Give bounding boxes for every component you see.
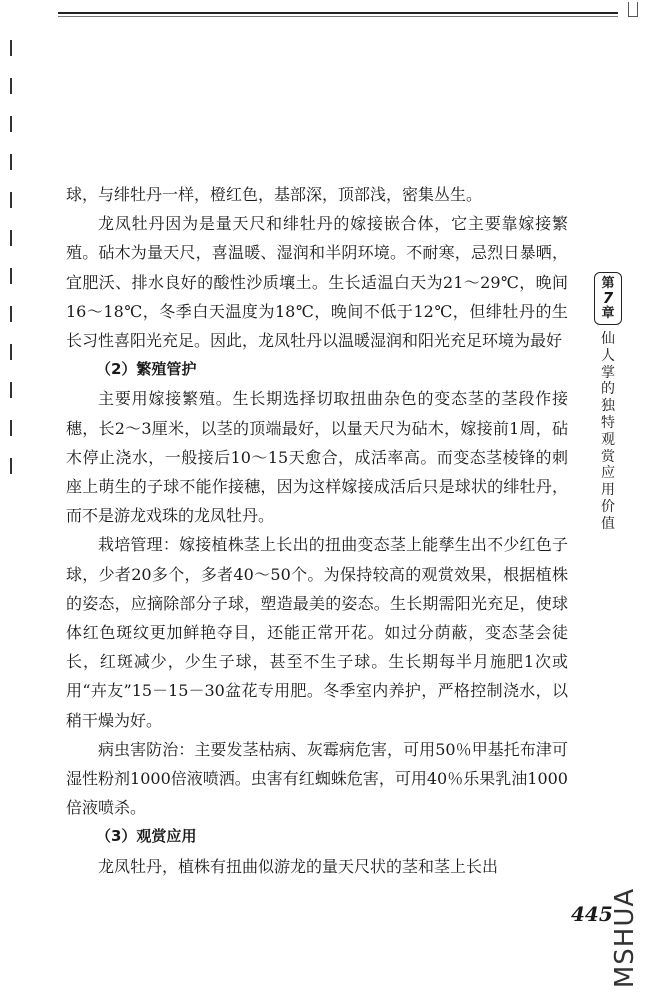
top-rule-thin [58,16,618,17]
binding-edge-marks [10,40,12,496]
body-text [66,180,568,881]
top-rule [58,12,618,14]
watermark [608,880,642,996]
chapter-suffix: 章 [601,306,615,321]
section-heading-propagation: （2）繁殖管护 [96,360,197,379]
paragraph-cultivation: 栽培管理：嫁接植株茎上长出的扭曲变态茎上能孳生出不少红色子球，少者20多个，多者40～50个。为保持较高的观赏效果，根据植株的姿态，应摘除部分子球，塑造最美的姿态。生长期需阳光充足，使球体红色斑纹更加鲜艳夺目，还能正常开花。如过分荫蔽，变态茎会徒长，红斑减少，少生子球，甚至不生子球。生长期每半月施肥1次或用“卉友”15－15－30盆花专用肥。冬季室内养护，严格控制浇水，以稍干燥为好。 [66,535,568,730]
paragraph-continuation: 球，与绯牡丹一样，橙红色，基部深，顶部浅，密集丛生。 [66,185,483,204]
chapter-title: 仙人掌的独特观赏应用价值 [601,331,615,532]
section-heading-ornamental-use: （3）观赏应用 [96,827,197,846]
paragraph-ornamental: 龙凤牡丹，植株有扭曲似游龙的量天尺状的茎和茎上长出 [98,856,499,876]
page-number: 445 [571,902,613,926]
paragraph-environment: 龙凤牡丹因为是量天尺和绯牡丹的嫁接嵌合体，它主要靠嫁接繁殖。砧木为量天尺，喜温暖、湿润和半阴环境。不耐寒，忌烈日暴晒，宜肥沃、排水良好的酸性沙质壤土。生长适温白天为21～29℃，晚间16～18℃，冬季白天温度为18℃，晚间不低于12℃，但绯牡丹的生长习性喜阳光充足。因此，龙凤牡丹以温暖湿润和阳光充足环境为最好 [66,214,568,351]
watermark-text: MSHUA [610,887,640,989]
chapter-sidebar [588,272,628,533]
paragraph-grafting: 主要用嫁接繁殖。生长期选择切取扭曲杂色的变态茎的茎段作接穗，长2～3厘米，以茎的顶端最好，以量天尺为砧木，嫁接前1周，砧木停止浇水，一般接后10～15天愈合，成活率高。而变态茎棱锋的刺座上萌生的子球不能作接穗，因为这样嫁接成活后只是球状的绯牡丹，而不是游龙戏珠的龙凤牡丹。 [66,389,568,526]
chapter-prefix: 第 [601,276,615,291]
corner-mark [628,2,638,17]
chapter-number: 7 [602,289,614,307]
paragraph-pest-control: 病虫害防治：主要发茎枯病、灰霉病危害，可用50％甲基托布津可湿性粉剂1000倍液喷洒。虫害有红蜘蛛危害，可用40％乐果乳油1000倍液喷杀。 [66,739,568,818]
chapter-badge [594,272,622,325]
